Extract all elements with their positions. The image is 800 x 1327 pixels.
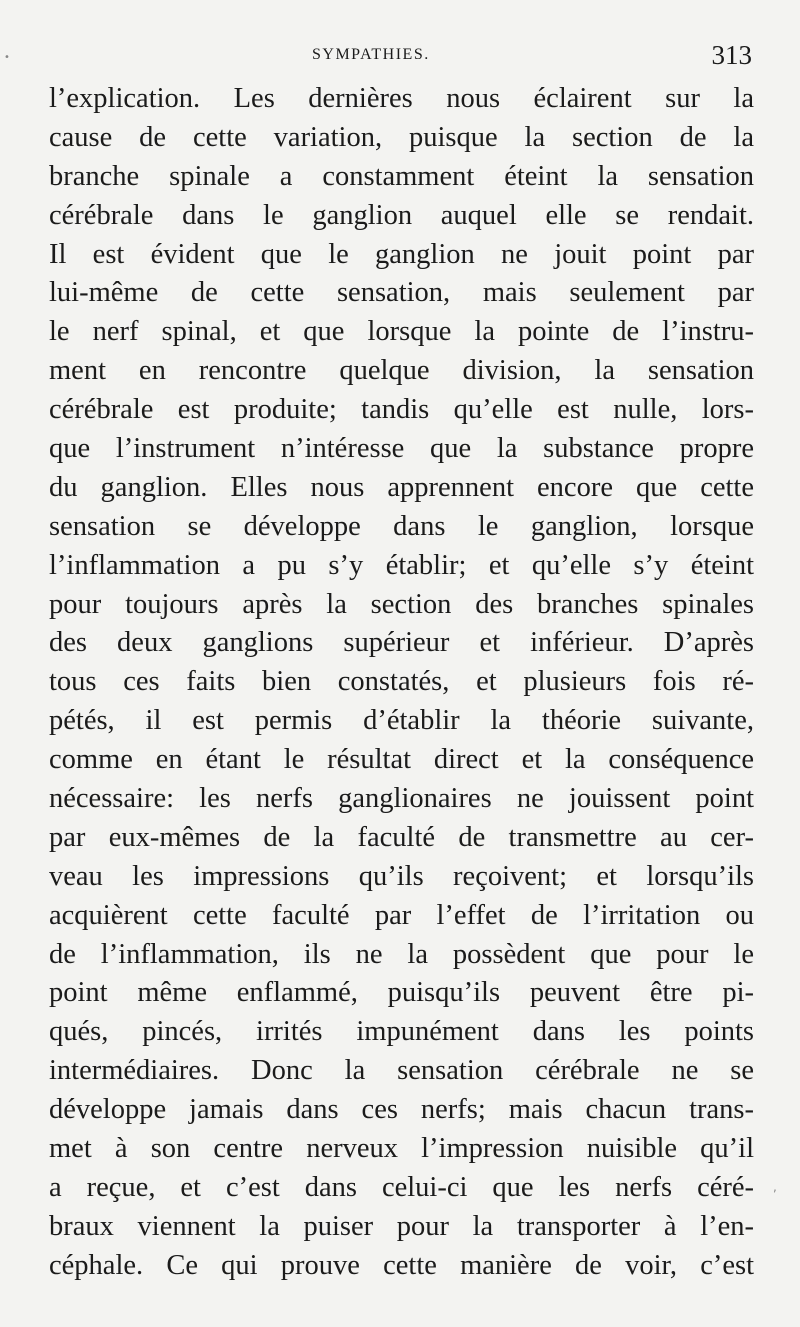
text-line: sensation se développe dans le ganglion, lorsque [49, 510, 754, 542]
text-line: ment en rencontre quelque division, la sensation [49, 355, 754, 387]
text-line: braux viennent la puiser pour la transporter à l’en- [49, 1210, 754, 1242]
text-line: tous ces faits bien constatés, et plusieurs fois ré- [49, 666, 754, 698]
text-line: comme en étant le résultat direct et la conséquence [49, 744, 754, 776]
text-line: intermédiaires. Donc la sensation cérébrale ne se [49, 1055, 754, 1087]
text-line: cause de cette variation, puisque la section de la [49, 121, 754, 153]
text-line: l’inflammation a pu s’y établir; et qu’elle s’y éteint [49, 549, 754, 581]
text-line: cérébrale dans le ganglion auquel elle se rendait. [49, 199, 754, 231]
text-line: point même enflammé, puisqu’ils peuvent être pi- [49, 977, 754, 1009]
text-line: a reçue, et c’est dans celui-ci que les nerfs céré- [49, 1171, 754, 1203]
text-line: le nerf spinal, et que lorsque la pointe de l’instru- [49, 316, 754, 348]
page-number: 313 [711, 40, 752, 70]
text-line: par eux-mêmes de la faculté de transmettre au cer- [49, 821, 754, 853]
text-line: que l’instrument n’intéresse que la substance propre [49, 433, 754, 465]
text-line: céphale. Ce qui prouve cette manière de voir, c’est [49, 1249, 754, 1281]
text-line: l’explication. Les dernières nous éclairent sur la [49, 83, 754, 114]
text-line: branche spinale a constamment éteint la sensation [49, 160, 754, 192]
text-line: lui-même de cette sensation, mais seulement par [49, 277, 754, 309]
text-line: nécessaire: les nerfs ganglionaires ne jouissent point [49, 783, 754, 815]
text-line: met à son centre nerveux l’impression nuisible qu’il [49, 1133, 754, 1165]
print-speck: , [773, 1180, 777, 1194]
text-line: du ganglion. Elles nous apprennent encore que cette [49, 471, 754, 503]
text-line: de l’inflammation, ils ne la possèdent que pour le [49, 938, 754, 970]
text-line: des deux ganglions supérieur et inférieur. D’après [49, 627, 754, 659]
text-line: Il est évident que le ganglion ne jouit point par [49, 238, 754, 270]
text-line: acquièrent cette faculté par l’effet de l’irritation ou [49, 899, 754, 931]
text-line: développe jamais dans ces nerfs; mais chacun trans- [49, 1094, 754, 1126]
text-line: pétés, il est permis d’établir la théorie suivante, [49, 705, 754, 737]
running-head-title: SYMPATHIES. [312, 46, 430, 63]
text-line: pour toujours après la section des branches spinales [49, 588, 754, 620]
print-speck: • [4, 52, 10, 63]
text-line: cérébrale est produite; tandis qu’elle est nulle, lors- [49, 394, 754, 426]
running-head [0, 40, 800, 74]
text-line: veau les impressions qu’ils reçoivent; et lorsqu’ils [49, 860, 754, 892]
text-line: qués, pincés, irrités impunément dans les points [49, 1016, 754, 1048]
body-text [49, 80, 754, 1286]
